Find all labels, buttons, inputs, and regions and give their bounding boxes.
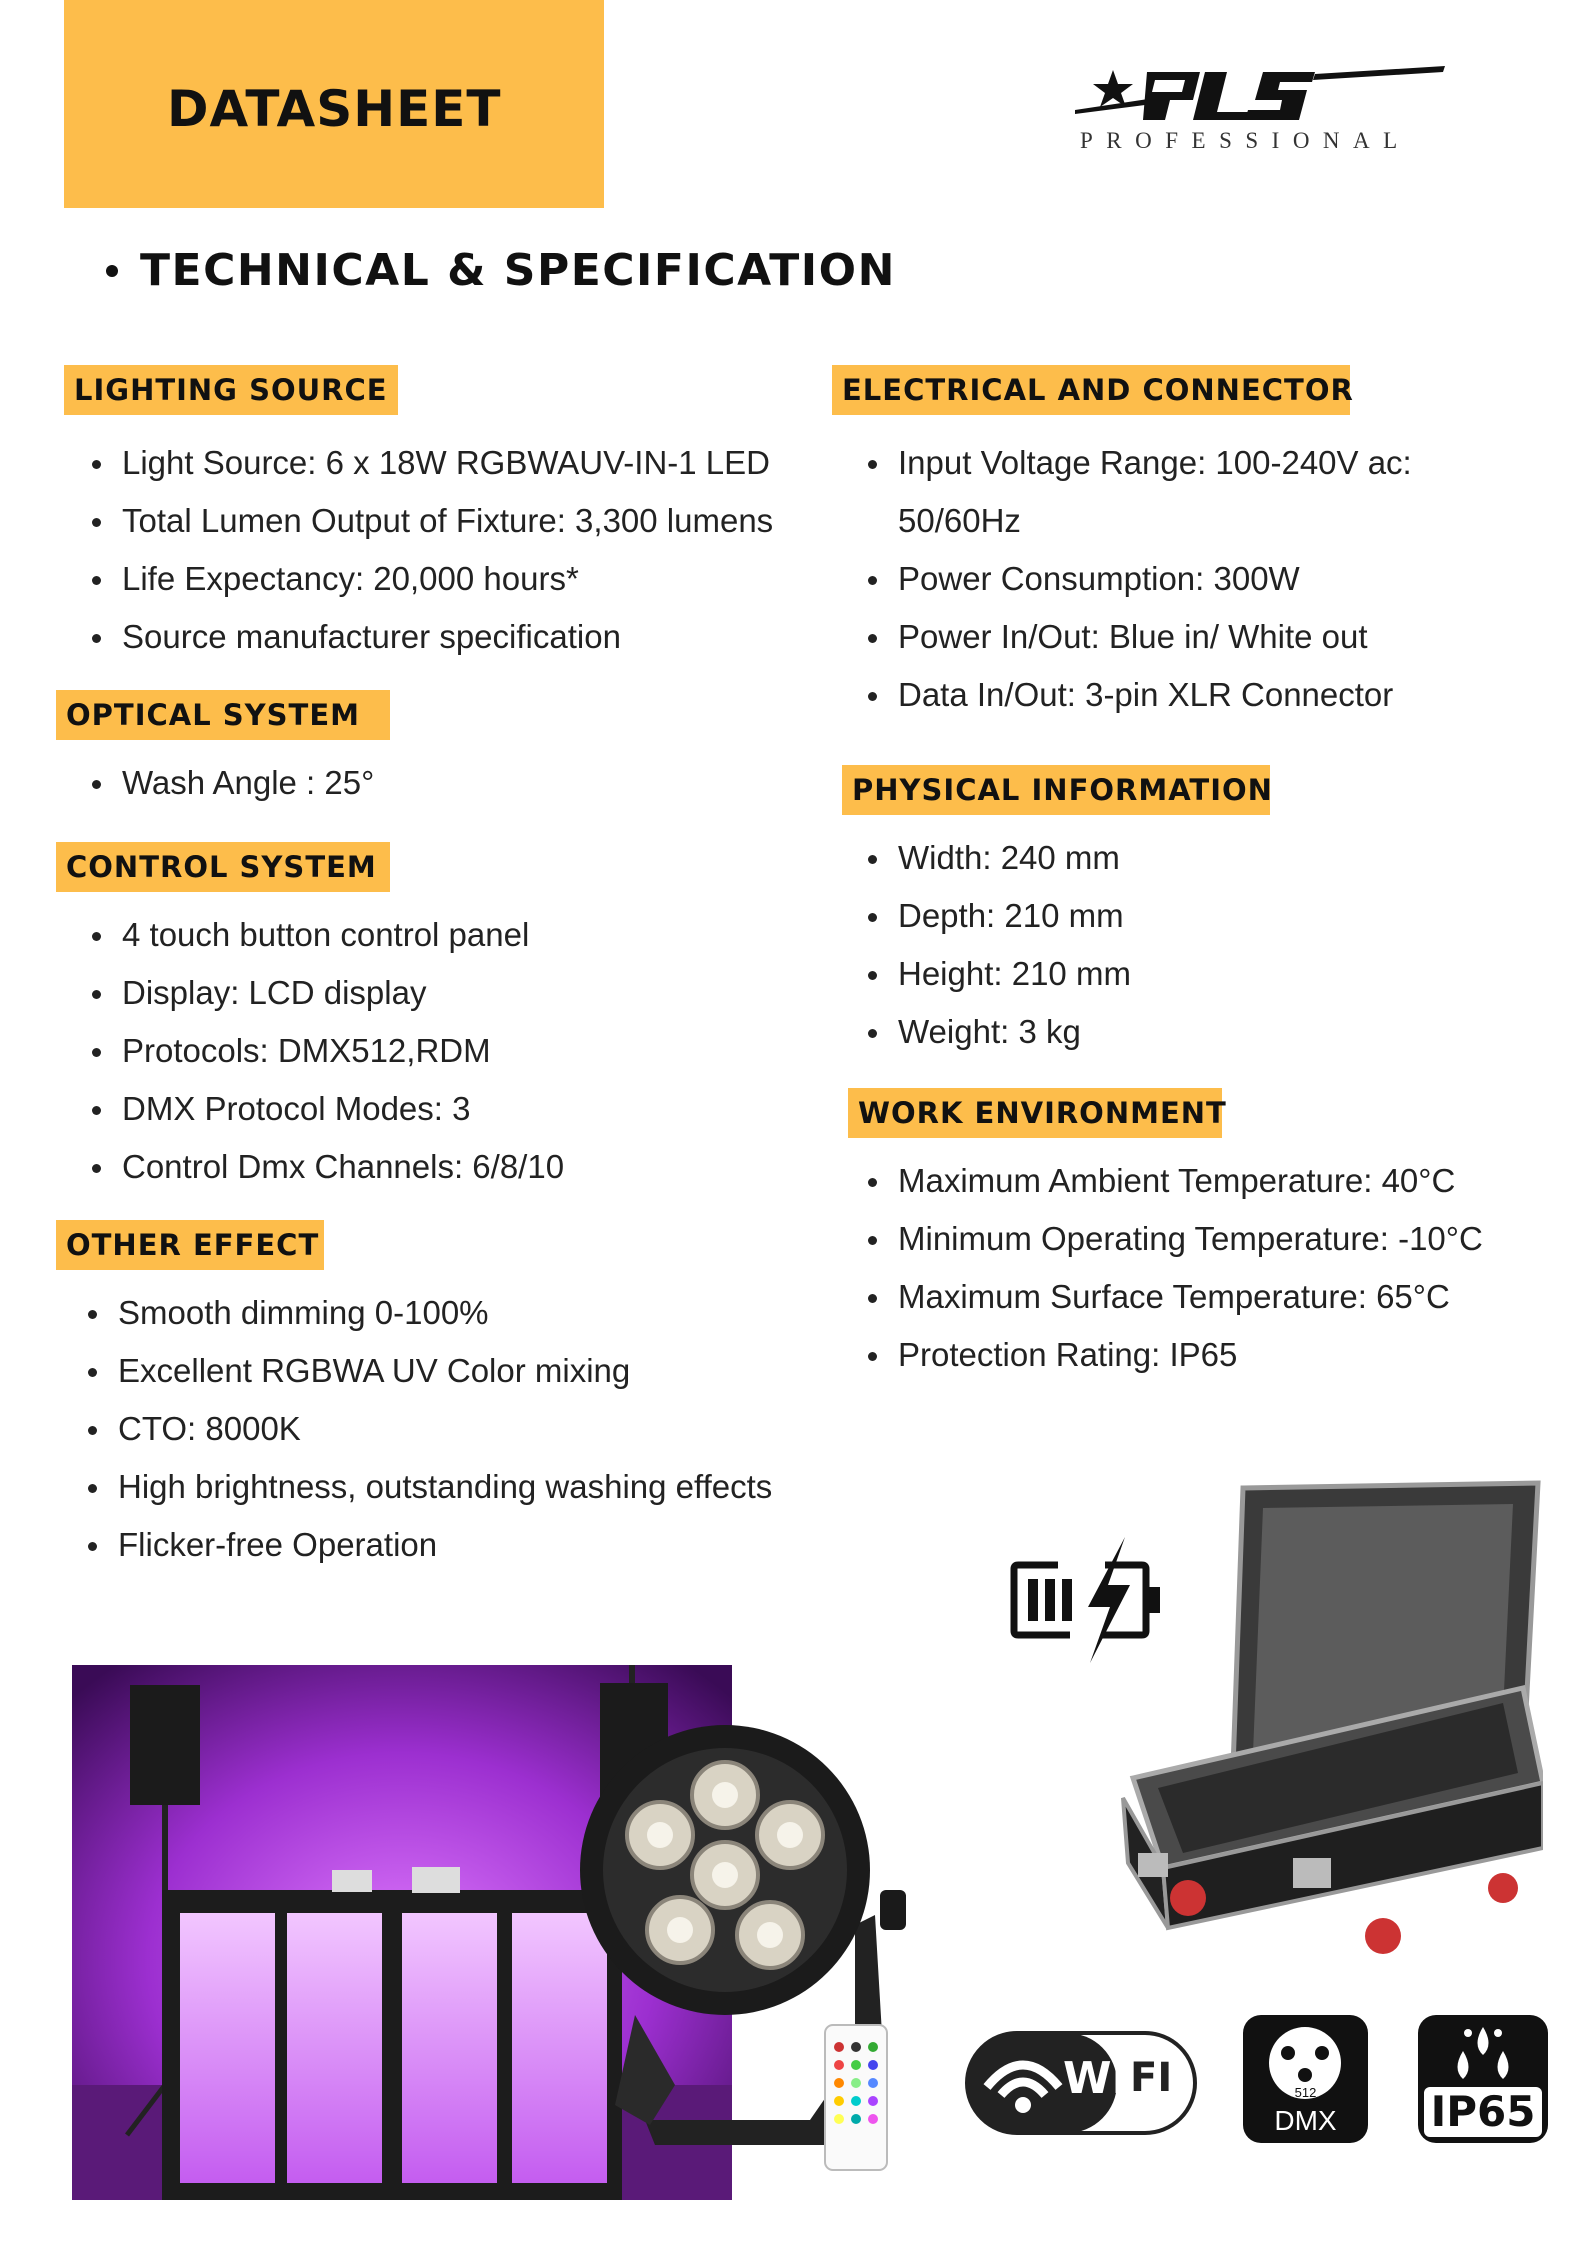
wifi-badge bbox=[965, 2025, 1197, 2140]
list-item: Maximum Surface Temperature: 65°C bbox=[864, 1268, 1483, 1326]
list-item-input-voltage bbox=[864, 434, 1544, 550]
list-item: Protection Rating: IP65 bbox=[864, 1326, 1483, 1384]
list-item: CTO: 8000K bbox=[84, 1400, 772, 1458]
list-item: Power In/Out: Blue in/ White out bbox=[864, 608, 1544, 666]
list-item: Source manufacturer specification bbox=[88, 608, 773, 666]
section-heading-text: TECHNICAL & SPECIFICATION bbox=[140, 245, 896, 296]
page-title: DATASHEET bbox=[167, 80, 502, 138]
flight-case-image bbox=[1083, 1468, 1543, 1968]
pls-logo-mark bbox=[1075, 62, 1455, 132]
list-item: Height: 210 mm bbox=[864, 945, 1131, 1003]
tag-other-effect: OTHER EFFECT bbox=[56, 1220, 324, 1270]
list-item: Control Dmx Channels: 6/8/10 bbox=[88, 1138, 564, 1196]
tag-work-environment: WORK ENVIRONMENT bbox=[848, 1088, 1222, 1138]
tag-physical: PHYSICAL INFORMATION bbox=[842, 765, 1270, 815]
list-item: Flicker-free Operation bbox=[84, 1516, 772, 1574]
list-item: Display: LCD display bbox=[88, 964, 564, 1022]
dmx-label: DMX bbox=[1274, 2105, 1337, 2136]
list-item: Data In/Out: 3-pin XLR Connector bbox=[864, 666, 1544, 724]
pls-logo bbox=[1075, 62, 1455, 162]
dmx-badge bbox=[1243, 2015, 1368, 2143]
water-drops-icon bbox=[1418, 2015, 1548, 2085]
tag-control-system: CONTROL SYSTEM bbox=[56, 842, 390, 892]
list-item: Smooth dimming 0-100% bbox=[84, 1284, 772, 1342]
input-voltage-line1: Input Voltage Range: 100-240V ac: bbox=[898, 444, 1412, 481]
list-item: Protocols: DMX512,RDM bbox=[88, 1022, 564, 1080]
list-item: Maximum Ambient Temperature: 40°C bbox=[864, 1152, 1483, 1210]
list-lighting-source bbox=[88, 434, 773, 666]
list-item: Light Source: 6 x 18W RGBWAUV-IN-1 LED bbox=[88, 434, 773, 492]
list-other-effect bbox=[84, 1284, 772, 1574]
wifi-text-right: FI bbox=[1130, 2055, 1173, 2101]
list-item: DMX Protocol Modes: 3 bbox=[88, 1080, 564, 1138]
list-physical bbox=[864, 829, 1131, 1061]
list-item: Total Lumen Output of Fixture: 3,300 lumens bbox=[88, 492, 773, 550]
tag-electrical: ELECTRICAL AND CONNECTOR bbox=[832, 365, 1350, 415]
input-voltage-line2: 50/60Hz bbox=[898, 502, 1021, 539]
list-control-system bbox=[88, 906, 564, 1196]
list-item: High brightness, outstanding washing effects bbox=[84, 1458, 772, 1516]
tag-optical-system: OPTICAL SYSTEM bbox=[56, 690, 390, 740]
list-item: Weight: 3 kg bbox=[864, 1003, 1131, 1061]
ip65-badge bbox=[1418, 2015, 1548, 2143]
list-item: Wash Angle : 25° bbox=[88, 754, 374, 812]
ip65-label: IP65 bbox=[1424, 2087, 1542, 2137]
dmx-number: 512 bbox=[1294, 2085, 1317, 2100]
list-electrical bbox=[864, 434, 1544, 724]
list-item: 4 touch button control panel bbox=[88, 906, 564, 964]
list-optical-system bbox=[88, 754, 374, 812]
list-item: Depth: 210 mm bbox=[864, 887, 1131, 945]
par-light-fixture bbox=[575, 1725, 955, 2185]
bullet-dot bbox=[106, 265, 118, 277]
list-item: Excellent RGBWA UV Color mixing bbox=[84, 1342, 772, 1400]
section-heading bbox=[106, 245, 896, 296]
tag-lighting-source: LIGHTING SOURCE bbox=[64, 365, 398, 415]
list-work-environment bbox=[864, 1152, 1483, 1384]
list-item: Minimum Operating Temperature: -10°C bbox=[864, 1210, 1483, 1268]
list-item: Power Consumption: 300W bbox=[864, 550, 1544, 608]
logo-tagline: PROFESSIONAL bbox=[1080, 128, 1411, 153]
wifi-text-left: WI bbox=[1063, 2053, 1128, 2104]
list-item: Width: 240 mm bbox=[864, 829, 1131, 887]
list-item: Life Expectancy: 20,000 hours* bbox=[88, 550, 773, 608]
